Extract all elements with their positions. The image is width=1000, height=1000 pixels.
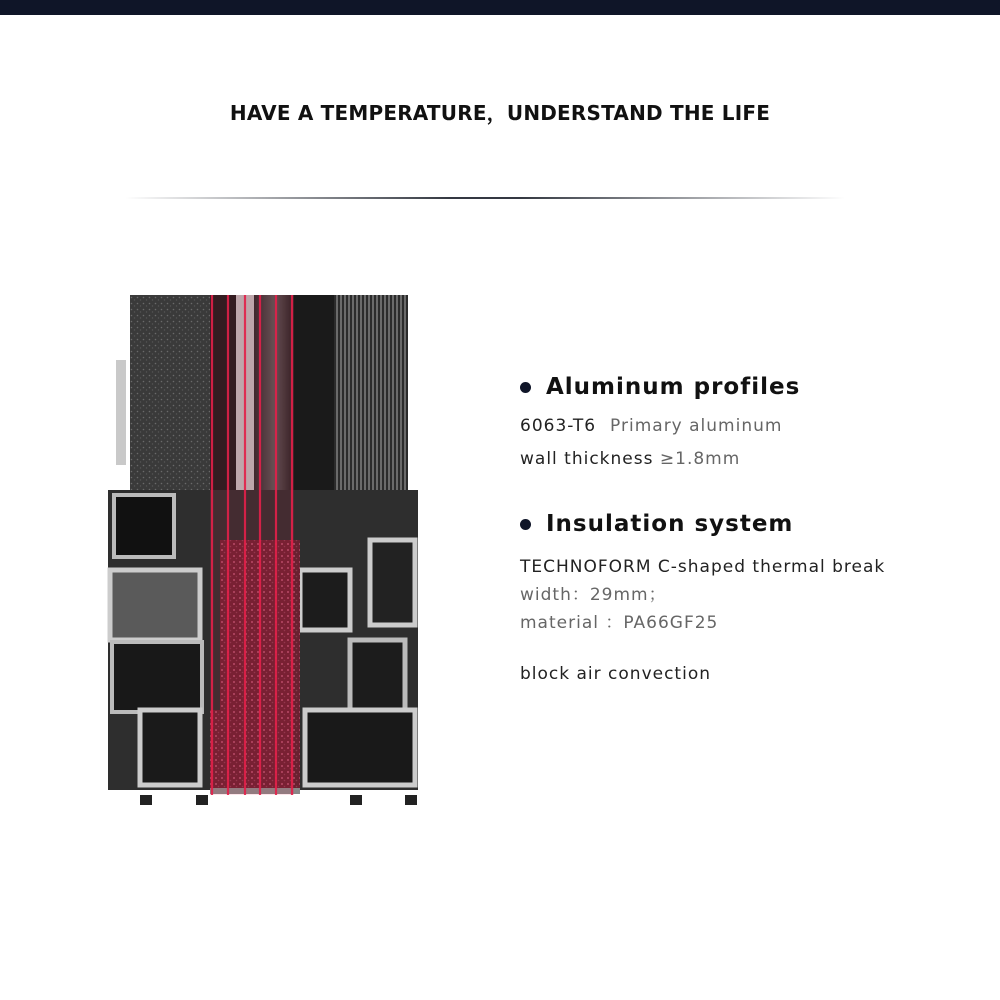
spec-line-air-convection: block air convection [520, 664, 711, 684]
features-panel [520, 370, 960, 686]
page-title: HAVE A TEMPERATURE，UNDERSTAND THE LIFE [229, 101, 771, 125]
spec-line-material: material ：PA66GF25 [520, 613, 719, 633]
feature-heading-insulation: Insulation system [520, 507, 960, 541]
spec-line-thermal-break: TECHNOFORM C-shaped thermal break [520, 557, 886, 577]
feature-heading-aluminum: Aluminum profiles [520, 370, 960, 404]
spec-line-alloy: 6063-T6 Primary aluminum [520, 416, 783, 436]
spec-line-width: width：29mm； [520, 585, 667, 605]
bullet-icon [520, 519, 531, 530]
spec-line-wall-thickness: wall thickness ≥1.8mm [520, 449, 741, 469]
handle-rod [116, 360, 126, 465]
bullet-icon [520, 382, 531, 393]
divider [125, 197, 845, 199]
sash-panel-left [130, 295, 210, 495]
top-bar [0, 0, 1000, 15]
window-profile-image [100, 290, 430, 810]
